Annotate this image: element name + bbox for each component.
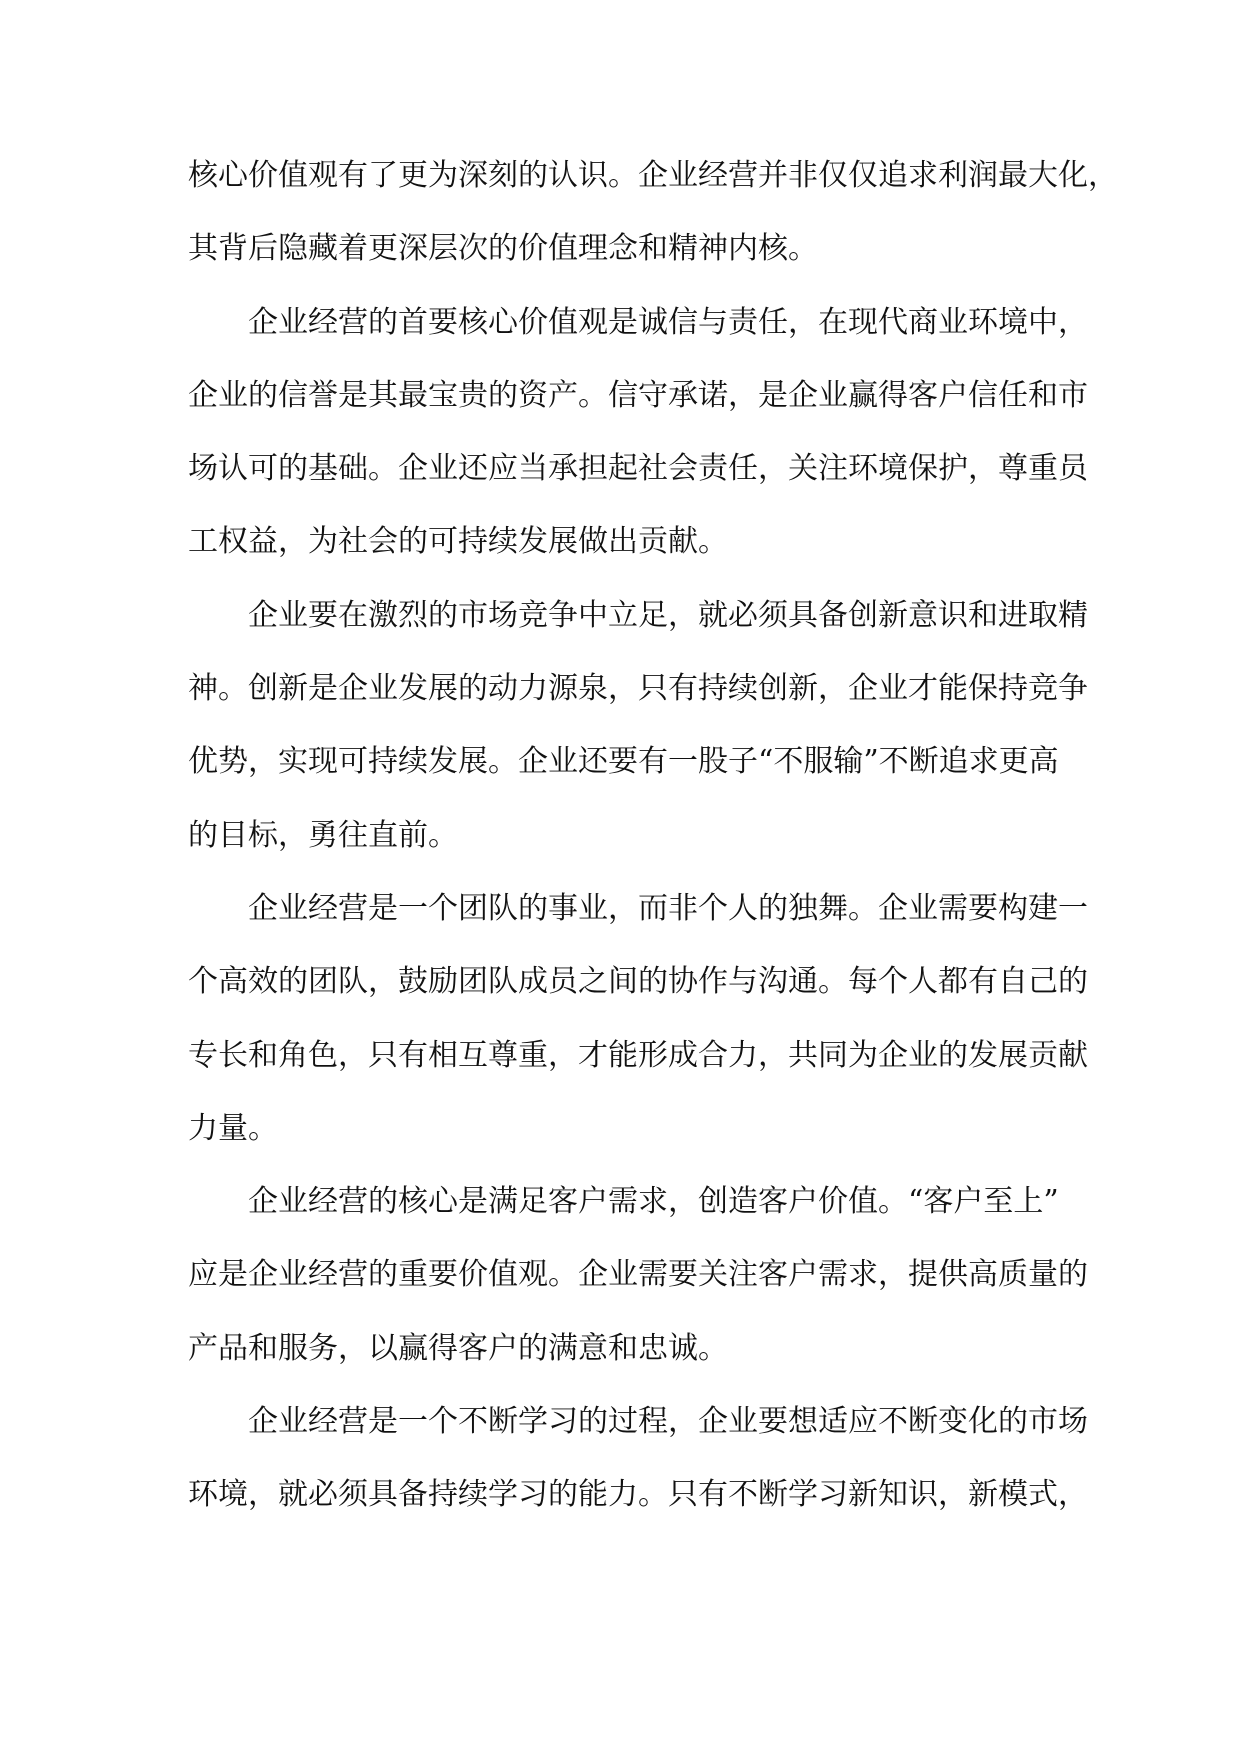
text-line: 环境，就必须具备持续学习的能力。只有不断学习新知识，新模式， — [188, 1477, 1088, 1513]
paragraph-first-line: 企业经营是一个不断学习的过程，企业要想适应不断变化的市场 — [248, 1404, 1088, 1440]
paragraph-first-line: 企业经营的首要核心价值观是诚信与责任，在现代商业环境中， — [248, 304, 1088, 340]
body-text — [188, 148, 1118, 1541]
paragraph-first-line: 企业要在激烈的市场竞争中立足，就必须具备创新意识和进取精 — [248, 597, 1088, 633]
text-line: 优势，实现可持续发展。企业还要有一股子“不服输”不断追求更高 — [188, 744, 1059, 780]
text-line: 场认可的基础。企业还应当承担起社会责任，关注环境保护，尊重员 — [188, 451, 1088, 487]
paragraph-first-line: 企业经营的核心是满足客户需求，创造客户价值。“客户至上” — [248, 1184, 1059, 1220]
text-line: 专长和角色，只有相互尊重，才能形成合力，共同为企业的发展贡献 — [188, 1037, 1088, 1073]
text-line: 神。创新是企业发展的动力源泉，只有持续创新，企业才能保持竞争 — [188, 671, 1088, 707]
text-line: 工权益，为社会的可持续发展做出贡献。 — [188, 524, 728, 560]
text-line: 个高效的团队，鼓励团队成员之间的协作与沟通。每个人都有自己的 — [188, 964, 1088, 1000]
text-line: 的目标，勇往直前。 — [188, 817, 458, 853]
paragraph-first-line: 企业经营是一个团队的事业，而非个人的独舞。企业需要构建一 — [248, 890, 1088, 926]
text-line: 企业的信誉是其最宝贵的资产。信守承诺，是企业赢得客户信任和市 — [188, 377, 1088, 413]
text-line: 核心价值观有了更为深刻的认识。企业经营并非仅仅追求利润最大化， — [188, 158, 1118, 193]
text-line: 应是企业经营的重要价值观。企业需要关注客户需求，提供高质量的 — [188, 1257, 1088, 1293]
text-line: 力量。 — [188, 1110, 278, 1146]
text-line: 产品和服务，以赢得客户的满意和忠诚。 — [188, 1330, 728, 1366]
text-line: 其背后隐藏着更深层次的价值理念和精神内核。 — [188, 231, 818, 267]
